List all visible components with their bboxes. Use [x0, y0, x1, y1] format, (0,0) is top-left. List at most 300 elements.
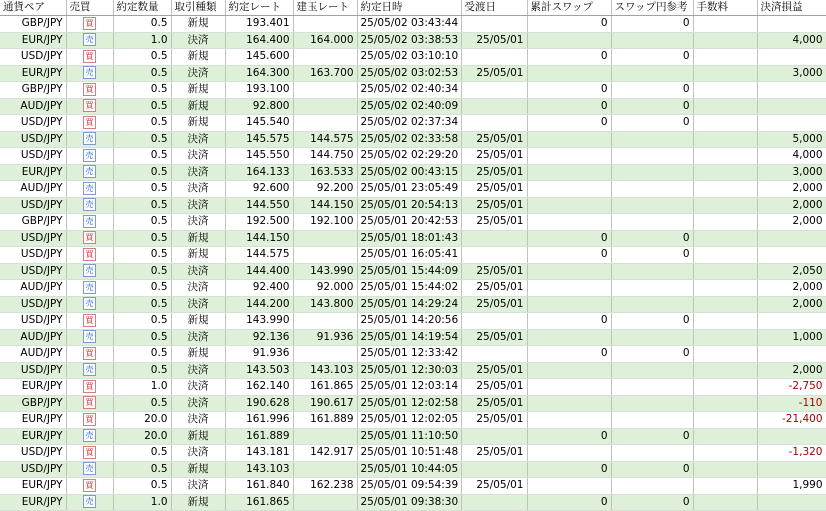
sell-badge: 売	[83, 165, 96, 178]
cell-position-rate: 190.617	[293, 395, 357, 412]
cell-exec-rate: 193.401	[225, 16, 293, 33]
cell-fee	[693, 362, 757, 379]
table-row[interactable]	[0, 214, 826, 231]
cell-currency-pair: GBP/JPY	[0, 395, 66, 412]
cell-trade-type: 決済	[171, 214, 225, 231]
cell-exec-rate: 164.133	[225, 164, 293, 181]
table-row[interactable]	[0, 247, 826, 264]
buy-badge: 買	[83, 479, 96, 492]
table-row[interactable]	[0, 148, 826, 165]
cell-side	[66, 164, 113, 181]
table-row[interactable]	[0, 346, 826, 363]
cell-quantity: 0.5	[113, 181, 171, 198]
cell-swap-reference: 0	[611, 247, 693, 264]
cell-quantity: 0.5	[113, 313, 171, 330]
cell-side	[66, 181, 113, 198]
cell-position-rate: 164.000	[293, 32, 357, 49]
cell-settlement-pl: 2,000	[757, 181, 826, 198]
cell-exec-rate: 161.840	[225, 478, 293, 495]
cell-trade-type: 決済	[171, 263, 225, 280]
sell-badge: 売	[83, 297, 96, 310]
cell-side	[66, 329, 113, 346]
cell-exec-datetime: 25/05/01 15:44:02	[357, 280, 461, 297]
cell-quantity: 0.5	[113, 214, 171, 231]
cell-fee	[693, 148, 757, 165]
cell-side	[66, 82, 113, 99]
cell-exec-datetime: 25/05/02 02:40:09	[357, 98, 461, 115]
table-row[interactable]	[0, 16, 826, 33]
table-row[interactable]	[0, 362, 826, 379]
cell-fee	[693, 82, 757, 99]
buy-badge: 買	[83, 248, 96, 261]
table-header	[0, 0, 826, 16]
cell-exec-rate: 92.400	[225, 280, 293, 297]
cell-currency-pair: EUR/JPY	[0, 379, 66, 396]
cell-trade-type: 新規	[171, 82, 225, 99]
col-header-quantity[interactable]: 約定数量	[113, 0, 171, 16]
cell-cumulative-swap	[527, 148, 611, 165]
cell-swap-reference: 0	[611, 494, 693, 511]
table-row[interactable]	[0, 428, 826, 445]
cell-quantity: 0.5	[113, 49, 171, 66]
cell-exec-datetime: 25/05/01 10:51:48	[357, 445, 461, 462]
cell-position-rate	[293, 494, 357, 511]
cell-quantity: 20.0	[113, 412, 171, 429]
cell-side	[66, 280, 113, 297]
cell-swap-reference: 0	[611, 313, 693, 330]
cell-trade-type: 決済	[171, 445, 225, 462]
cell-exec-rate: 144.575	[225, 247, 293, 264]
cell-settlement-date: 25/05/01	[461, 296, 527, 313]
cell-side	[66, 313, 113, 330]
cell-cumulative-swap	[527, 131, 611, 148]
cell-settlement-pl: -110	[757, 395, 826, 412]
cell-quantity: 0.5	[113, 461, 171, 478]
cell-swap-reference: 0	[611, 49, 693, 66]
sell-badge: 売	[83, 198, 96, 211]
cell-fee	[693, 329, 757, 346]
cell-cumulative-swap: 0	[527, 16, 611, 33]
cell-side	[66, 197, 113, 214]
cell-position-rate	[293, 313, 357, 330]
table-row[interactable]	[0, 445, 826, 462]
cell-fee	[693, 346, 757, 363]
table-row[interactable]	[0, 280, 826, 297]
cell-exec-datetime: 25/05/01 18:01:43	[357, 230, 461, 247]
cell-side	[66, 131, 113, 148]
cell-trade-type: 決済	[171, 395, 225, 412]
cell-fee	[693, 412, 757, 429]
cell-position-rate	[293, 247, 357, 264]
cell-exec-rate: 92.600	[225, 181, 293, 198]
cell-settlement-pl	[757, 461, 826, 478]
table-row[interactable]	[0, 164, 826, 181]
cell-quantity: 0.5	[113, 230, 171, 247]
cell-cumulative-swap: 0	[527, 428, 611, 445]
table-row[interactable]	[0, 263, 826, 280]
cell-cumulative-swap	[527, 395, 611, 412]
cell-swap-reference	[611, 379, 693, 396]
cell-fee	[693, 164, 757, 181]
sell-badge: 売	[83, 495, 96, 508]
cell-side	[66, 65, 113, 82]
cell-position-rate: 163.700	[293, 65, 357, 82]
cell-exec-rate: 164.300	[225, 65, 293, 82]
cell-fee	[693, 296, 757, 313]
cell-cumulative-swap	[527, 379, 611, 396]
cell-position-rate	[293, 428, 357, 445]
cell-side	[66, 461, 113, 478]
cell-settlement-date	[461, 49, 527, 66]
cell-currency-pair: USD/JPY	[0, 197, 66, 214]
sell-badge: 売	[83, 330, 96, 343]
cell-cumulative-swap: 0	[527, 494, 611, 511]
table-row[interactable]	[0, 478, 826, 495]
cell-exec-datetime: 25/05/02 02:33:58	[357, 131, 461, 148]
cell-settlement-pl: 2,000	[757, 197, 826, 214]
cell-cumulative-swap: 0	[527, 115, 611, 132]
cell-cumulative-swap	[527, 65, 611, 82]
cell-cumulative-swap	[527, 197, 611, 214]
cell-settlement-date: 25/05/01	[461, 445, 527, 462]
table-row[interactable]	[0, 395, 826, 412]
cell-settlement-date: 25/05/01	[461, 412, 527, 429]
cell-currency-pair: USD/JPY	[0, 461, 66, 478]
cell-position-rate: 144.575	[293, 131, 357, 148]
cell-quantity: 1.0	[113, 494, 171, 511]
col-header-side[interactable]: 売買	[66, 0, 113, 16]
cell-fee	[693, 197, 757, 214]
col-header-cumulative-swap[interactable]: 累計スワップ	[527, 0, 611, 16]
cell-side	[66, 395, 113, 412]
cell-currency-pair: EUR/JPY	[0, 32, 66, 49]
cell-cumulative-swap	[527, 181, 611, 198]
cell-settlement-pl	[757, 313, 826, 330]
cell-position-rate	[293, 461, 357, 478]
cell-settlement-date: 25/05/01	[461, 395, 527, 412]
cell-position-rate: 142.917	[293, 445, 357, 462]
cell-position-rate: 143.800	[293, 296, 357, 313]
cell-settlement-date	[461, 313, 527, 330]
cell-side	[66, 428, 113, 445]
sell-badge: 売	[83, 363, 96, 376]
cell-swap-reference	[611, 214, 693, 231]
cell-settlement-date: 25/05/01	[461, 164, 527, 181]
col-header-exec-datetime[interactable]: 約定日時	[357, 0, 461, 16]
cell-quantity: 0.5	[113, 280, 171, 297]
cell-currency-pair: USD/JPY	[0, 263, 66, 280]
cell-cumulative-swap	[527, 263, 611, 280]
cell-trade-type: 新規	[171, 313, 225, 330]
cell-swap-reference	[611, 131, 693, 148]
cell-currency-pair: USD/JPY	[0, 247, 66, 264]
cell-exec-datetime: 25/05/02 02:40:34	[357, 82, 461, 99]
cell-fee	[693, 313, 757, 330]
cell-cumulative-swap: 0	[527, 98, 611, 115]
cell-exec-rate: 145.540	[225, 115, 293, 132]
table-row[interactable]	[0, 115, 826, 132]
cell-exec-datetime: 25/05/02 03:38:53	[357, 32, 461, 49]
cell-trade-type: 決済	[171, 478, 225, 495]
cell-fee	[693, 65, 757, 82]
cell-side	[66, 379, 113, 396]
cell-trade-type: 決済	[171, 280, 225, 297]
sell-badge: 売	[83, 33, 96, 46]
cell-currency-pair: EUR/JPY	[0, 164, 66, 181]
cell-swap-reference: 0	[611, 98, 693, 115]
cell-trade-type: 新規	[171, 346, 225, 363]
cell-fee	[693, 461, 757, 478]
col-header-settlement-pl[interactable]: 決済損益	[757, 0, 826, 16]
cell-cumulative-swap: 0	[527, 346, 611, 363]
cell-position-rate: 162.238	[293, 478, 357, 495]
cell-settlement-pl	[757, 230, 826, 247]
cell-cumulative-swap	[527, 329, 611, 346]
cell-settlement-pl	[757, 494, 826, 511]
cell-settlement-pl: 2,000	[757, 280, 826, 297]
cell-quantity: 0.5	[113, 478, 171, 495]
cell-exec-datetime: 25/05/01 12:03:14	[357, 379, 461, 396]
cell-currency-pair: AUD/JPY	[0, 98, 66, 115]
cell-trade-type: 決済	[171, 32, 225, 49]
cell-exec-datetime: 25/05/01 14:29:24	[357, 296, 461, 313]
cell-settlement-pl: 1,990	[757, 478, 826, 495]
cell-side	[66, 445, 113, 462]
cell-settlement-date: 25/05/01	[461, 478, 527, 495]
cell-settlement-date: 25/05/01	[461, 131, 527, 148]
cell-fee	[693, 181, 757, 198]
cell-trade-type: 新規	[171, 461, 225, 478]
cell-exec-datetime: 25/05/01 11:10:50	[357, 428, 461, 445]
cell-currency-pair: GBP/JPY	[0, 82, 66, 99]
cell-settlement-date	[461, 346, 527, 363]
table-row[interactable]	[0, 131, 826, 148]
table-row[interactable]	[0, 329, 826, 346]
cell-exec-datetime: 25/05/01 12:02:58	[357, 395, 461, 412]
cell-currency-pair: AUD/JPY	[0, 346, 66, 363]
cell-exec-rate: 144.400	[225, 263, 293, 280]
cell-position-rate: 143.990	[293, 263, 357, 280]
col-header-fee[interactable]: 手数料	[693, 0, 757, 16]
cell-position-rate: 143.103	[293, 362, 357, 379]
cell-currency-pair: USD/JPY	[0, 148, 66, 165]
buy-badge: 買	[83, 396, 96, 409]
cell-trade-type: 決済	[171, 379, 225, 396]
buy-badge: 買	[83, 83, 96, 96]
cell-trade-type: 新規	[171, 428, 225, 445]
cell-settlement-pl: 2,000	[757, 362, 826, 379]
cell-quantity: 0.5	[113, 445, 171, 462]
table-row[interactable]	[0, 412, 826, 429]
cell-swap-reference: 0	[611, 428, 693, 445]
cell-exec-datetime: 25/05/01 12:30:03	[357, 362, 461, 379]
col-header-currency-pair[interactable]: 通貨ペア	[0, 0, 66, 16]
cell-swap-reference: 0	[611, 16, 693, 33]
cell-currency-pair: USD/JPY	[0, 131, 66, 148]
cell-settlement-pl: -1,320	[757, 445, 826, 462]
cell-swap-reference: 0	[611, 346, 693, 363]
cell-currency-pair: GBP/JPY	[0, 214, 66, 231]
cell-exec-datetime: 25/05/01 16:05:41	[357, 247, 461, 264]
cell-position-rate	[293, 49, 357, 66]
cell-settlement-date: 25/05/01	[461, 181, 527, 198]
cell-position-rate	[293, 230, 357, 247]
cell-side	[66, 115, 113, 132]
cell-swap-reference	[611, 148, 693, 165]
cell-settlement-pl	[757, 346, 826, 363]
cell-position-rate	[293, 346, 357, 363]
cell-fee	[693, 395, 757, 412]
cell-quantity: 0.5	[113, 65, 171, 82]
cell-exec-rate: 144.150	[225, 230, 293, 247]
cell-exec-rate: 193.100	[225, 82, 293, 99]
cell-exec-rate: 143.990	[225, 313, 293, 330]
cell-side	[66, 263, 113, 280]
cell-fee	[693, 263, 757, 280]
buy-badge: 買	[83, 413, 96, 426]
cell-position-rate: 91.936	[293, 329, 357, 346]
col-header-exec-rate[interactable]: 約定レート	[225, 0, 293, 16]
cell-exec-rate: 161.996	[225, 412, 293, 429]
cell-exec-datetime: 25/05/02 00:43:15	[357, 164, 461, 181]
cell-swap-reference: 0	[611, 461, 693, 478]
cell-position-rate: 92.000	[293, 280, 357, 297]
cell-quantity: 1.0	[113, 379, 171, 396]
cell-settlement-date: 25/05/01	[461, 197, 527, 214]
cell-fee	[693, 230, 757, 247]
cell-trade-type: 決済	[171, 197, 225, 214]
cell-quantity: 0.5	[113, 296, 171, 313]
cell-fee	[693, 280, 757, 297]
cell-currency-pair: USD/JPY	[0, 49, 66, 66]
cell-fee	[693, 131, 757, 148]
cell-settlement-pl: -2,750	[757, 379, 826, 396]
cell-cumulative-swap	[527, 445, 611, 462]
sell-badge: 売	[83, 429, 96, 442]
cell-swap-reference	[611, 197, 693, 214]
cell-cumulative-swap: 0	[527, 230, 611, 247]
cell-swap-reference	[611, 164, 693, 181]
cell-settlement-date	[461, 428, 527, 445]
cell-currency-pair: USD/JPY	[0, 445, 66, 462]
cell-settlement-pl	[757, 247, 826, 264]
cell-trade-type: 新規	[171, 230, 225, 247]
cell-cumulative-swap	[527, 296, 611, 313]
cell-swap-reference	[611, 32, 693, 49]
table-row[interactable]	[0, 494, 826, 511]
cell-currency-pair: EUR/JPY	[0, 412, 66, 429]
cell-exec-rate: 92.136	[225, 329, 293, 346]
cell-side	[66, 230, 113, 247]
cell-fee	[693, 428, 757, 445]
sell-badge: 売	[83, 462, 96, 475]
col-header-swap-reference[interactable]: スワップ円参考	[611, 0, 693, 16]
cell-quantity: 0.5	[113, 362, 171, 379]
cell-settlement-date: 25/05/01	[461, 65, 527, 82]
cell-swap-reference: 0	[611, 82, 693, 99]
cell-fee	[693, 379, 757, 396]
cell-settlement-date: 25/05/01	[461, 263, 527, 280]
buy-badge: 買	[83, 314, 96, 327]
cell-quantity: 0.5	[113, 395, 171, 412]
cell-exec-rate: 192.500	[225, 214, 293, 231]
cell-exec-datetime: 25/05/01 14:19:54	[357, 329, 461, 346]
cell-settlement-pl: 2,000	[757, 214, 826, 231]
table-row[interactable]	[0, 65, 826, 82]
table-row[interactable]	[0, 49, 826, 66]
buy-badge: 買	[83, 99, 96, 112]
cell-trade-type: 決済	[171, 362, 225, 379]
cell-cumulative-swap	[527, 478, 611, 495]
sell-badge: 売	[83, 281, 96, 294]
buy-badge: 買	[83, 231, 96, 244]
cell-side	[66, 494, 113, 511]
cell-quantity: 0.5	[113, 82, 171, 99]
cell-fee	[693, 247, 757, 264]
cell-exec-rate: 145.550	[225, 148, 293, 165]
cell-swap-reference	[611, 412, 693, 429]
table-row[interactable]	[0, 313, 826, 330]
cell-position-rate	[293, 98, 357, 115]
cell-trade-type: 決済	[171, 296, 225, 313]
cell-position-rate: 161.865	[293, 379, 357, 396]
cell-trade-type: 新規	[171, 98, 225, 115]
cell-position-rate	[293, 82, 357, 99]
col-header-position-rate[interactable]: 建玉レート	[293, 0, 357, 16]
cell-fee	[693, 16, 757, 33]
cell-position-rate	[293, 115, 357, 132]
table-row[interactable]	[0, 32, 826, 49]
cell-swap-reference	[611, 181, 693, 198]
buy-badge: 買	[83, 50, 96, 63]
table-row[interactable]	[0, 379, 826, 396]
cell-exec-datetime: 25/05/01 20:54:13	[357, 197, 461, 214]
table-row[interactable]	[0, 230, 826, 247]
cell-fee	[693, 445, 757, 462]
cell-side	[66, 214, 113, 231]
table-row[interactable]	[0, 181, 826, 198]
sell-badge: 売	[83, 149, 96, 162]
table-row[interactable]	[0, 296, 826, 313]
cell-exec-datetime: 25/05/02 03:02:53	[357, 65, 461, 82]
cell-position-rate: 144.750	[293, 148, 357, 165]
cell-exec-datetime: 25/05/01 12:02:05	[357, 412, 461, 429]
cell-settlement-date	[461, 247, 527, 264]
cell-settlement-pl: 4,000	[757, 32, 826, 49]
cell-position-rate	[293, 16, 357, 33]
table-row[interactable]	[0, 197, 826, 214]
col-header-settlement-date[interactable]: 受渡日	[461, 0, 527, 16]
cell-swap-reference	[611, 445, 693, 462]
cell-exec-rate: 190.628	[225, 395, 293, 412]
cell-quantity: 0.5	[113, 197, 171, 214]
cell-currency-pair: EUR/JPY	[0, 494, 66, 511]
cell-trade-type: 新規	[171, 49, 225, 66]
cell-settlement-date: 25/05/01	[461, 32, 527, 49]
cell-settlement-pl	[757, 115, 826, 132]
cell-fee	[693, 49, 757, 66]
cell-currency-pair: EUR/JPY	[0, 478, 66, 495]
table-row[interactable]	[0, 98, 826, 115]
cell-side	[66, 49, 113, 66]
table-row[interactable]	[0, 461, 826, 478]
cell-cumulative-swap: 0	[527, 49, 611, 66]
cell-currency-pair: USD/JPY	[0, 296, 66, 313]
cell-settlement-date: 25/05/01	[461, 362, 527, 379]
cell-exec-datetime: 25/05/02 02:29:20	[357, 148, 461, 165]
table-row[interactable]	[0, 82, 826, 99]
col-header-trade-type[interactable]: 取引種類	[171, 0, 225, 16]
